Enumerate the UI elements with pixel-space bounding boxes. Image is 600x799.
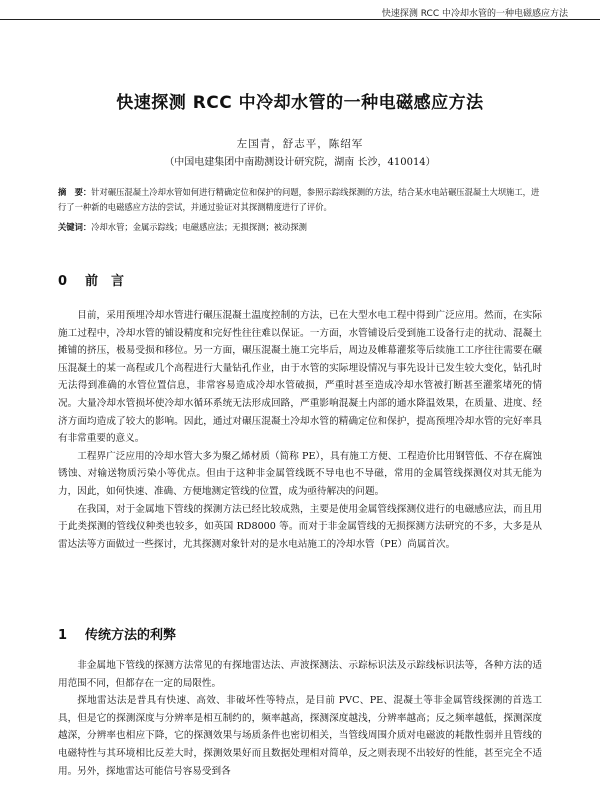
paragraph: 探地雷达法是普具有快速、高效、非破坏性等特点，是目前 PVC、PE、混凝土等非金属管线探测的首选工具，但是它的探测深度与分辨率是相互制约的，频率越高，探测深度越浅，分辨率越高；反之频率越低，探测深度越深，分辨率也相应下降，它的探测效果与场质条件也密切相关，当管线周围介质对电磁波的耗散性弱并且管线的电磁特性与其环境相比反差大时，探测效果好而且数据处理相对简单，反之则表现不出较好的性能，甚至完全不适用。另外，探地雷达可能信号容易受到各 [58, 695, 542, 777]
abstract [58, 185, 542, 215]
paragraph: 目前，采用预埋冷却水管进行碾压混凝土温度控制的方法，已在大型水电工程中得到广泛应用。然而，在实际施工过程中，冷却水管的铺设精度和完好性往往难以保证。一方面，水管铺设后受到施工设备行走的扰动、混凝土摊铺的挤压，极易受损和移位。另一方面，碾压混凝土施工完毕后，周边及帷幕灌浆等后续施工工序往往需要在碾压混凝土的某一高程或几个高程进行大量钻孔作业，由于水管的实际埋设情况与事先设计已发生较大变化，钻孔时无法得到准确的水管位置信息，非常容易造成冷却水管破损，严重时甚至造成冷却水管被打断甚至灌浆堵死的情况。大量冷却水管损坏使冷却水循环系统无法形成回路，严重影响混凝土内部的通水降温效果，在质量、进度、经济方面均造成了较大的影响。因此，通过对碾压混凝土冷却水管的精确定位和保护，提高预埋冷却水管的完好率具有非常重要的意义。 [58, 310, 542, 445]
section-title: 传统方法的利弊 [85, 628, 177, 643]
paragraph: 非金属地下管线的探测方法常见的有探地雷达法、声波探测法、示踪标识法及示踪线标识法等，各种方法的适用范围不同，但都存在一定的局限性。 [58, 660, 542, 689]
paper-title: 快速探测 RCC 中冷却水管的一种电磁感应方法 [116, 93, 484, 113]
section-heading-1 [58, 624, 176, 643]
header-rule [0, 19, 600, 20]
section-number: 1 [58, 628, 68, 643]
section-title: 前 言 [85, 274, 125, 289]
section-1-body [58, 657, 542, 780]
section-heading-0 [58, 270, 124, 289]
affiliation: （中国电建集团中南勘测设计研究院，湖南 长沙，410014） [164, 157, 436, 168]
paragraph: 工程界广泛应用的冷却水管大多为聚乙烯材质（简称 PE），具有施工方便、工程造价比用钢管低、不存在腐蚀锈蚀、对输送物质污染小等优点。但由于这种非金属管线既不导电也不导磁，常用的金属管线探测仪对其无能为力，因此，如何快速、准确、方便地测定管线的位置，成为亟待解决的问题。 [58, 450, 542, 497]
abstract-text: 针对碾压混凝土冷却水管如何进行精确定位和保护的问题，参照示踪线探测的方法，结合某水电站碾压混凝土大坝施工，进行了一种新的电磁感应方法的尝试，并通过验证对其探测精度进行了评价。 [58, 187, 540, 212]
keywords-label: 关键词： [58, 222, 92, 232]
running-header: 快速探测 RCC 中冷却水管的一种电磁感应方法 [381, 9, 568, 19]
section-0-body [58, 307, 542, 553]
abstract-label: 摘 要： [58, 187, 92, 197]
section-number: 0 [58, 274, 68, 289]
authors: 左国青，舒志平，陈绍军 [236, 138, 364, 150]
keywords-text: 冷却水管；金属示踪线；电磁感应法；无损探测；被动探测 [91, 222, 307, 232]
paragraph: 在我国，对于金属地下管线的探测方法已经比较成熟，主要是使用金属管线探测仪进行的电磁感应法，而且用于此类探测的管线仪种类也较多，如英国 RD8000 等。而对于非金属管线的无损探测方法研究的不多，大多是从雷达法等方面做过一些探讨，尤其探测对象针对的是水电站施工的冷却水管（PE）尚属首次。 [58, 503, 542, 550]
keywords [58, 220, 542, 234]
